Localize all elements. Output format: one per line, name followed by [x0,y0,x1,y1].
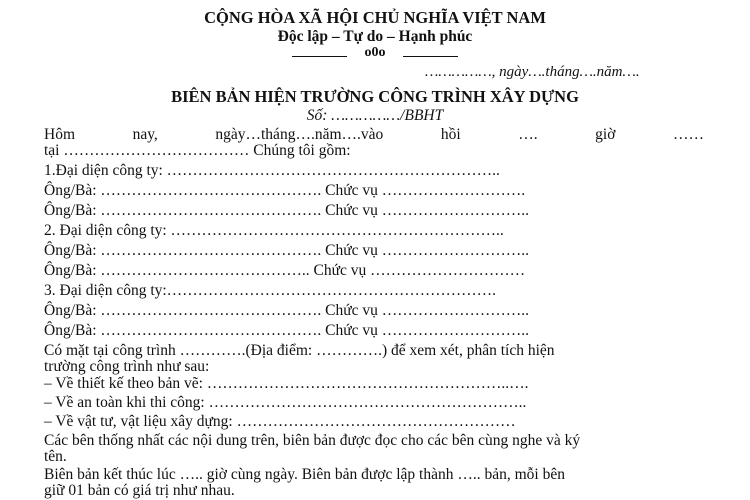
intro-word: giờ [595,126,616,143]
rep-3-person-1: Ông/Bà: ……………………………………. Chức vụ ……………………….. [44,302,530,319]
intro-word: ngày…tháng….năm….vào [215,126,384,143]
national-motto: Độc lập – Tự do – Hạnh phúc [277,28,473,45]
agreement-line-2: tên. [44,448,67,465]
presence-line-2: trường công trình như sau: [44,358,210,375]
document-title: BIÊN BẢN HIỆN TRƯỜNG CÔNG TRÌNH XÂY DỰNG [171,87,579,106]
presence-line-1: Có mặt tại công trình ………….(Địa điểm: ………….) để xem xét, phân tích hiện [44,342,555,359]
intro-word: …. [518,126,538,143]
closing-line-2: giữ 01 bản có giá trị như nhau. [44,482,235,499]
ornament-rule-right [403,56,458,57]
item-design: – Về thiết kế theo bản vẽ: …………………………………………………..…. [44,375,529,392]
date-line: ……………, ngày….tháng….năm…. [425,64,640,80]
national-title: CỘNG HÒA XÃ HỘI CHỦ NGHĨA VIỆT NAM [204,8,546,27]
rep-2-heading: 2. Đại diện công ty: ……………………………………………………….. [44,222,504,239]
intro-word: nay, [132,126,158,143]
item-safety: – Về an toàn khi thi công: …………………………………………………….. [44,394,527,411]
intro-word: hồi [440,126,461,143]
rep-1-person-1: Ông/Bà: ……………………………………. Chức vụ ………………………. [44,182,526,199]
rep-3-person-2: Ông/Bà: ……………………………………. Chức vụ ……………………….. [44,322,530,339]
intro-word: Hôm [44,126,75,143]
intro-word: …… [672,126,704,143]
rep-2-person-2: Ông/Bà: ………………………………….. Chức vụ ………………………… [44,262,526,279]
intro-line-2: tại ……………………………… Chúng tôi gồm: [44,142,351,159]
document-number: Số: ……………/BBHT [306,107,444,124]
rep-1-heading: 1.Đại diện công ty: ……………………………………………………….. [44,162,500,179]
agreement-line-1: Các bên thống nhất các nội dung trên, biên bản được đọc cho các bên cùng nghe và ký [44,432,581,449]
rep-1-person-2: Ông/Bà: ……………………………………. Chức vụ ……………………….. [44,202,530,219]
item-materials: – Về vật tư, vật liệu xây dựng: ……………………………………………… [44,413,516,430]
closing-line-1: Biên bản kết thúc lúc ….. giờ cùng ngày. Biên bản được lập thành ….. bản, mỗi bên [44,466,565,483]
rep-2-person-1: Ông/Bà: ……………………………………. Chức vụ ……………………….. [44,242,530,259]
ornament: o0o [364,45,386,60]
rep-3-heading: 3. Đại diện công ty:………………………………………………………. [44,282,497,299]
